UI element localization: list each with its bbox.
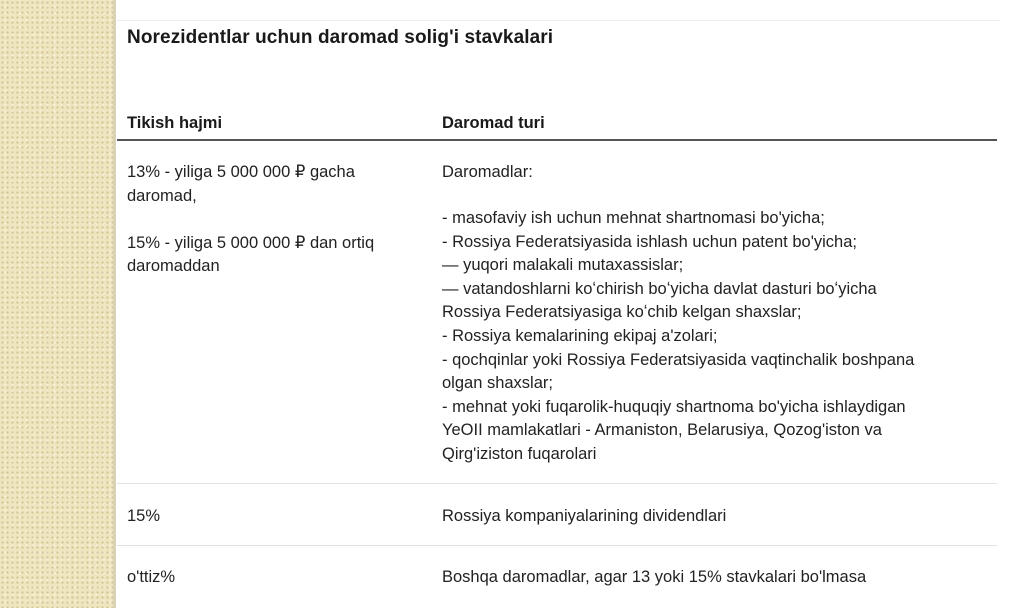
row-divider (117, 483, 997, 484)
income-list-line: — vatandoshlarni koʻchirish boʻyicha davlat dasturi boʻyicha (442, 279, 877, 298)
page-title: Norezidentlar uchun daromad solig'i stavkalari (127, 27, 554, 48)
income-list-line: Qirg'iziston fuqarolari (442, 444, 597, 463)
side-panel-edge (113, 0, 116, 608)
income-list-line: Rossiya Federatsiyasiga koʻchib kelgan shaxslar; (442, 303, 802, 322)
income-list-line: — yuqori malakali mutaxassislar; (442, 256, 684, 275)
income-list-line: - qochqinlar yoki Rossiya Federatsiyasida vaqtinchalik boshpana (442, 350, 915, 369)
row-2-income: Rossiya kompaniyalarining dividendlari (442, 507, 727, 525)
income-list-line: olgan shaxslar; (442, 374, 553, 393)
income-list-line: - Rossiya Federatsiyasida ishlash uchun patent bo'yicha; (442, 232, 857, 251)
column-header-income: Daromad turi (442, 114, 545, 132)
decorative-side-panel (0, 0, 113, 608)
row-1-income-heading: Daromadlar: (442, 163, 533, 181)
income-list-line: - mehnat yoki fuqarolik-huquqiy shartnoma bo'yicha ishlaydigan (442, 397, 906, 416)
row-1-rate-cell (127, 161, 374, 279)
income-list-line: YeOII mamlakatlari - Armaniston, Belarusiya, Qozog'iston va (442, 421, 882, 440)
row-divider (117, 545, 997, 546)
top-divider (117, 20, 1000, 21)
row-3-rate: o'ttiz% (127, 568, 176, 586)
row-2-rate: 15% (127, 507, 161, 525)
row-1-rate-line: daromaddan (127, 257, 220, 276)
row-1-rate-line: 15% - yiliga 5 000 000 ₽ dan ortiq (127, 233, 375, 252)
header-divider (117, 139, 997, 141)
row-1-income-list (442, 207, 914, 467)
row-3-income: Boshqa daromadlar, agar 13 yoki 15% stavkalari bo'lmasa (442, 568, 867, 586)
income-list-line: - Rossiya kemalarining ekipaj a'zolari; (442, 326, 718, 345)
column-header-rate: Tikish hajmi (127, 114, 223, 132)
income-list-line: - masofaviy ish uchun mehnat shartnomasi bo'yicha; (442, 209, 825, 227)
row-1-rate-line: 13% - yiliga 5 000 000 ₽ gacha (127, 163, 355, 181)
row-1-rate-spacer (127, 208, 374, 232)
row-1-rate-line: daromad, (127, 186, 197, 205)
